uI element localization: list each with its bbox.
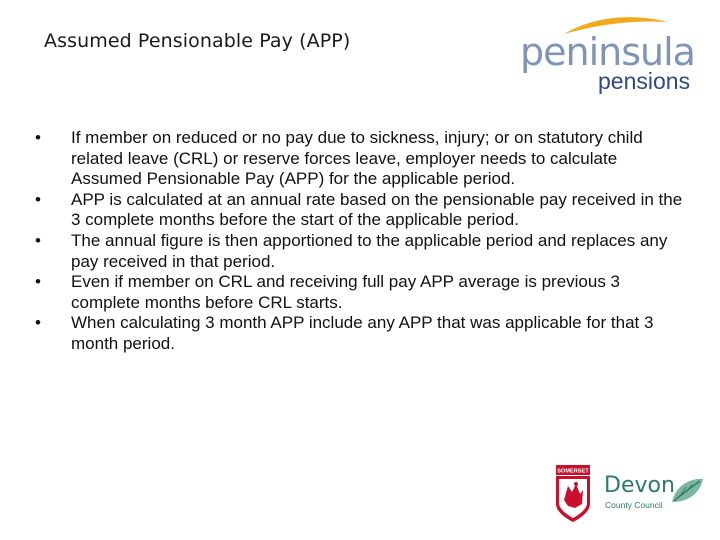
list-item: [28, 231, 688, 272]
devon-county-council-logo: [604, 472, 704, 522]
list-item: [28, 190, 688, 231]
peninsula-wordmark: peninsula: [520, 30, 695, 74]
list-item: [28, 128, 688, 190]
devon-wordmark: Devon: [604, 473, 675, 498]
bullet-text: When calculating 3 month APP include any APP that was applicable for that 3 month period.: [71, 313, 654, 353]
somerset-crest-icon: [555, 464, 591, 524]
pensions-wordmark: pensions: [598, 68, 691, 94]
bullet-text: The annual figure is then apportioned to the applicable period and replaces any pay received in that period.: [71, 230, 668, 271]
bullet-text: If member on reduced or no pay due to sickness, injury; or on statutory child related leave (CRL) or reserve forces leave, employer needs to calculate Assumed Pensionable Pay (APP) for the applicable period.: [71, 128, 643, 189]
leaf-icon: [670, 476, 704, 506]
bullet-glyph: •: [35, 230, 41, 250]
bullet-glyph: •: [35, 189, 41, 209]
list-item: [28, 313, 688, 354]
bullet-glyph: •: [35, 128, 41, 147]
bullet-glyph: •: [35, 272, 41, 292]
bullet-glyph: •: [35, 313, 41, 333]
peninsula-pensions-logo: [520, 14, 700, 96]
list-item: [28, 272, 688, 313]
bullet-list: [28, 128, 688, 355]
devon-subtitle: County Council: [605, 500, 663, 510]
bullet-text: Even if member on CRL and receiving full pay APP average is previous 3 complete months before CRL starts.: [71, 272, 621, 312]
bullet-text: APP is calculated at an annual rate based on the pensionable pay received in the 3 complete months before the start of the applicable period.: [71, 189, 683, 230]
slide-title: Assumed Pensionable Pay (APP): [44, 30, 351, 52]
svg-text:SOMERSET: SOMERSET: [557, 468, 589, 475]
